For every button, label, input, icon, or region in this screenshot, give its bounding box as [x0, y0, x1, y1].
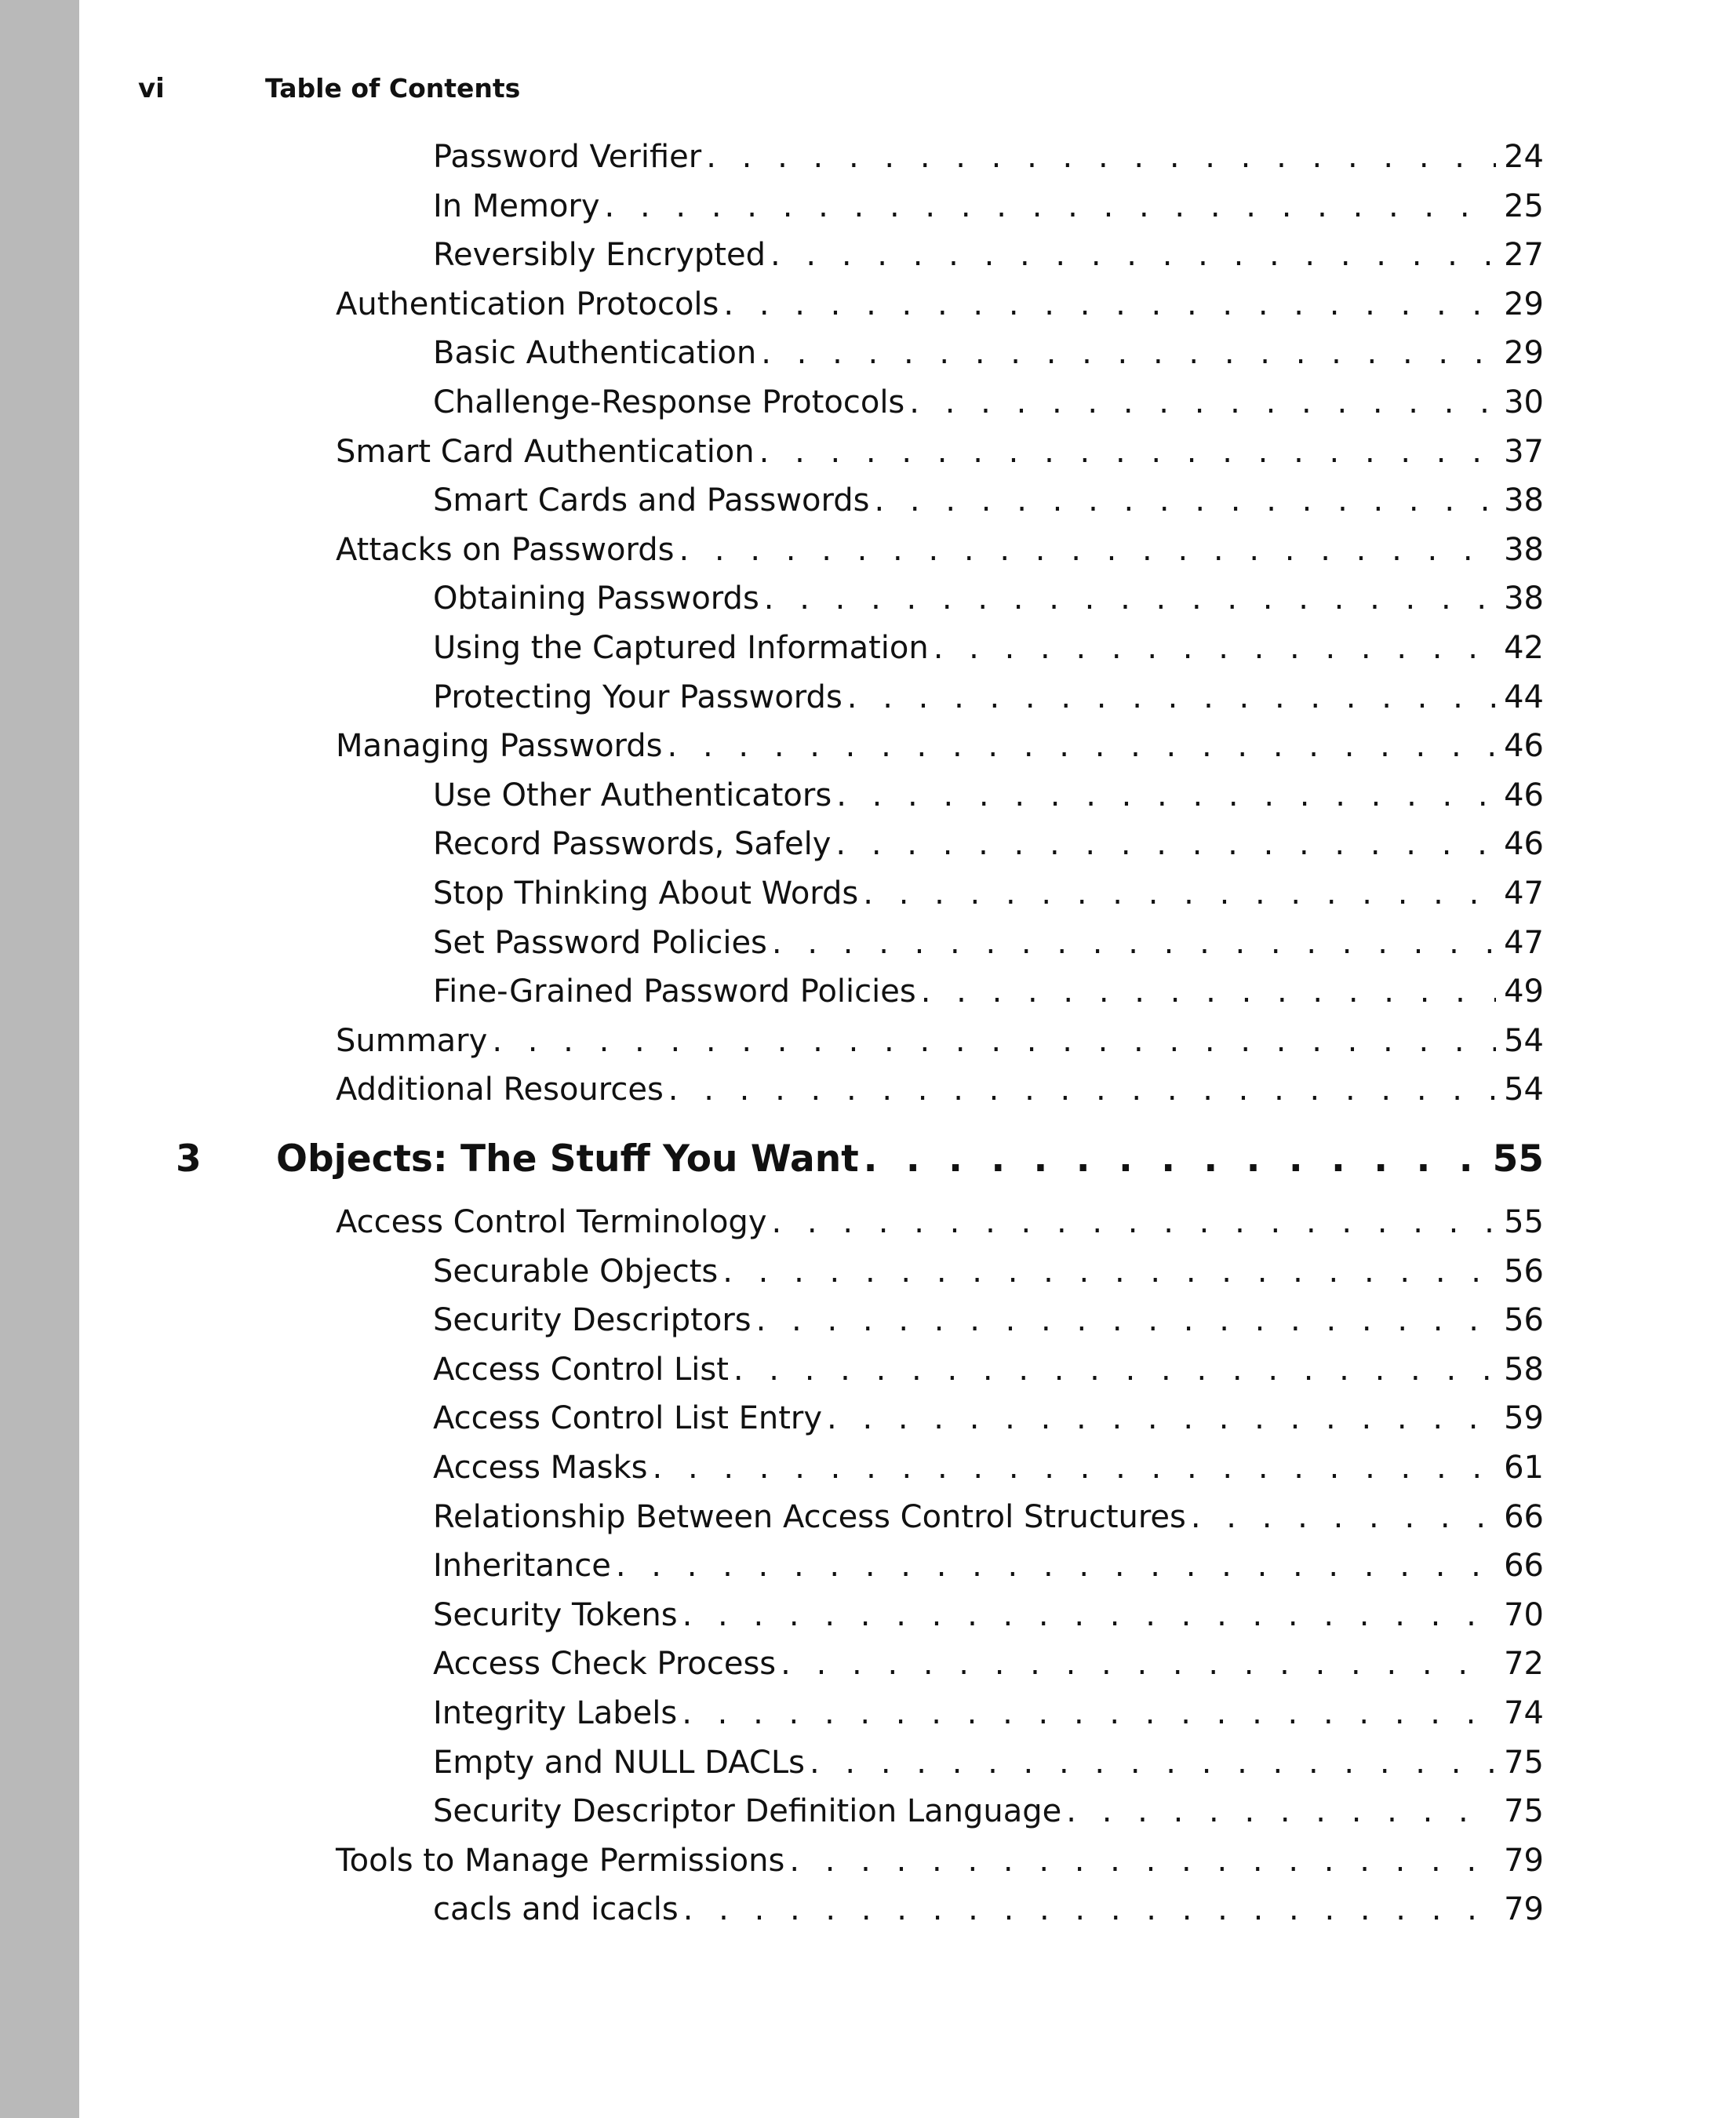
dot-leader — [616, 1544, 1496, 1588]
dot-leader — [864, 1134, 1485, 1185]
toc-entry-title: Reversibly Encrypted — [433, 237, 766, 274]
dot-leader — [781, 1642, 1496, 1686]
dot-leader — [683, 1887, 1496, 1931]
toc-entry-page: 24 — [1504, 139, 1544, 175]
toc-entry[interactable] — [433, 1789, 1544, 1833]
toc-entry-title: Objects: The Stuff You Want — [276, 1137, 859, 1181]
toc-entry-title: Obtaining Passwords — [433, 580, 759, 617]
toc-entry-title: Stop Thinking About Words — [433, 875, 859, 912]
dot-leader — [836, 773, 1496, 817]
toc-entry-title: Relationship Between Access Control Structures — [433, 1498, 1186, 1535]
toc-entry[interactable] — [433, 1396, 1544, 1440]
toc-entry-page: 61 — [1504, 1450, 1544, 1486]
toc-entry[interactable] — [433, 1887, 1544, 1931]
toc-entry[interactable] — [336, 1200, 1544, 1244]
dot-leader — [756, 1298, 1496, 1342]
toc-entry-page: 74 — [1504, 1695, 1544, 1731]
toc-entry[interactable] — [336, 282, 1544, 326]
toc-entry-page: 38 — [1504, 531, 1544, 568]
toc-entry[interactable] — [433, 479, 1544, 522]
dot-leader — [733, 1348, 1496, 1392]
toc-entry-title: Basic Authentication — [433, 335, 757, 372]
toc-entry[interactable] — [433, 1298, 1544, 1342]
toc-entry-title: Access Masks — [433, 1450, 648, 1486]
toc-entry-title: Access Check Process — [433, 1646, 777, 1683]
toc-entry[interactable] — [433, 970, 1544, 1014]
dot-leader — [909, 380, 1496, 424]
toc-entry-page: 46 — [1504, 728, 1544, 765]
dot-leader — [1066, 1789, 1496, 1833]
toc-entry-title: Tools to Manage Permissions — [336, 1842, 785, 1879]
toc-entry[interactable] — [433, 1741, 1544, 1785]
toc-entry[interactable] — [336, 724, 1544, 768]
toc-entry-title: Record Passwords, Safely — [433, 826, 832, 863]
dot-leader — [723, 282, 1496, 326]
toc-entry[interactable] — [433, 1446, 1544, 1490]
toc-entry-page: 29 — [1504, 286, 1544, 322]
dot-leader — [761, 331, 1496, 375]
toc-entry-page: 55 — [1492, 1137, 1544, 1181]
dot-leader — [492, 1019, 1496, 1063]
toc-entry-title: Set Password Policies — [433, 924, 767, 961]
toc-entry-title: Use Other Authenticators — [433, 777, 832, 813]
toc-entry-page: 49 — [1504, 973, 1544, 1010]
toc-entry-title: Additional Resources — [336, 1072, 664, 1108]
toc-entry-title: Summary — [336, 1022, 488, 1059]
page-gutter — [0, 0, 79, 2118]
toc-entry[interactable] — [433, 1691, 1544, 1735]
toc-entry[interactable] — [433, 675, 1544, 719]
toc-entry-title: Security Descriptors — [433, 1302, 752, 1339]
toc-entry-title: Using the Captured Information — [433, 630, 929, 666]
toc-entry-page: 66 — [1504, 1498, 1544, 1535]
toc-entry-page: 37 — [1504, 433, 1544, 470]
toc-entry-page: 55 — [1504, 1204, 1544, 1240]
dot-leader — [759, 430, 1496, 474]
toc-entry[interactable] — [433, 380, 1544, 424]
toc-entry-page: 75 — [1504, 1744, 1544, 1781]
toc-entry-page: 25 — [1504, 187, 1544, 224]
toc-entry[interactable] — [433, 1593, 1544, 1637]
toc-entry-page: 54 — [1504, 1022, 1544, 1059]
toc-entry-title: Securable Objects — [433, 1253, 719, 1290]
toc-entry-title: cacls and icacls — [433, 1891, 679, 1928]
dot-leader — [706, 135, 1496, 179]
toc-entry[interactable] — [433, 233, 1544, 277]
toc-entry[interactable] — [433, 577, 1544, 620]
toc-entry-page: 79 — [1504, 1891, 1544, 1928]
dot-leader — [1191, 1495, 1496, 1539]
dot-leader — [653, 1446, 1497, 1490]
toc-entry-title: Security Descriptor Definition Language — [433, 1793, 1062, 1830]
toc-entry-title: Smart Cards and Passwords — [433, 482, 870, 519]
dot-leader — [722, 1250, 1496, 1294]
dot-leader — [847, 675, 1496, 719]
toc-entry-page: 38 — [1504, 580, 1544, 617]
dot-leader — [934, 626, 1496, 670]
toc-chapter-entry[interactable] — [176, 1134, 1544, 1185]
toc-entry-page: 44 — [1504, 679, 1544, 715]
toc-entry-title: Challenge-Response Protocols — [433, 384, 905, 420]
toc-entry-page: 75 — [1504, 1793, 1544, 1830]
dot-leader — [772, 921, 1496, 965]
toc-entry-title: Fine-Grained Password Policies — [433, 973, 916, 1010]
toc-entry-title: Security Tokens — [433, 1596, 678, 1633]
toc-entry-page: 59 — [1504, 1400, 1544, 1437]
toc-entry-page: 47 — [1504, 924, 1544, 961]
toc-entry-title: Access Control Terminology — [336, 1204, 767, 1240]
toc-entry[interactable] — [433, 1642, 1544, 1686]
toc-entry[interactable] — [433, 1544, 1544, 1588]
dot-leader — [682, 1691, 1496, 1735]
toc-entry-title: Access Control List Entry — [433, 1400, 823, 1437]
toc-entry-page: 66 — [1504, 1548, 1544, 1585]
toc-entry-page: 70 — [1504, 1596, 1544, 1633]
toc-entry-page: 46 — [1504, 826, 1544, 863]
toc-entry-page: 58 — [1504, 1351, 1544, 1388]
toc-entry-page: 56 — [1504, 1253, 1544, 1290]
toc-entry-page: 47 — [1504, 875, 1544, 912]
toc-entry[interactable] — [433, 773, 1544, 817]
dot-leader — [921, 970, 1496, 1014]
running-title: Table of Contents — [265, 73, 521, 104]
toc-entry-page: 72 — [1504, 1646, 1544, 1683]
toc-entry[interactable] — [433, 184, 1544, 228]
chapter-number: 3 — [176, 1137, 202, 1181]
toc-entry-title: Integrity Labels — [433, 1695, 678, 1731]
dot-leader — [874, 479, 1496, 522]
toc-entry[interactable] — [336, 430, 1544, 474]
dot-leader — [668, 1068, 1496, 1112]
dot-leader — [810, 1741, 1496, 1785]
toc-entry[interactable] — [433, 921, 1544, 965]
toc-entry-title: Empty and NULL DACLs — [433, 1744, 805, 1781]
toc-entry-title: Access Control List — [433, 1351, 729, 1388]
toc-entry[interactable] — [336, 1019, 1544, 1063]
toc-entry-page: 29 — [1504, 335, 1544, 372]
toc-entry-page: 54 — [1504, 1072, 1544, 1108]
toc-entry[interactable] — [433, 1250, 1544, 1294]
toc-entry-page: 46 — [1504, 777, 1544, 813]
toc-entry[interactable] — [433, 1495, 1544, 1539]
running-head — [0, 69, 1736, 108]
toc-entry[interactable] — [433, 872, 1544, 915]
toc-entry[interactable] — [433, 822, 1544, 866]
toc-entry-title: In Memory — [433, 187, 600, 224]
toc-entry[interactable] — [433, 1348, 1544, 1392]
toc-entry-title: Protecting Your Passwords — [433, 679, 843, 715]
dot-leader — [827, 1396, 1496, 1440]
toc-entry-page: 27 — [1504, 237, 1544, 274]
toc-entry[interactable] — [336, 528, 1544, 572]
toc-entry-page: 30 — [1504, 384, 1544, 420]
toc-entry[interactable] — [433, 135, 1544, 179]
toc-entry-title: Inheritance — [433, 1548, 611, 1585]
toc-entry-page: 38 — [1504, 482, 1544, 519]
page-number: vi — [138, 73, 165, 104]
dot-leader — [835, 822, 1496, 866]
toc-entry-title: Authentication Protocols — [336, 286, 719, 322]
toc-entry-title: Smart Card Authentication — [336, 433, 755, 470]
toc-entry-title: Password Verifier — [433, 139, 702, 175]
dot-leader — [770, 233, 1496, 277]
dot-leader — [605, 184, 1497, 228]
toc-entry-title: Managing Passwords — [336, 728, 663, 765]
toc-entry-page: 42 — [1504, 630, 1544, 666]
toc-entry-page: 79 — [1504, 1842, 1544, 1879]
toc-entry[interactable] — [336, 1839, 1544, 1883]
dot-leader — [863, 872, 1496, 915]
toc-entry[interactable] — [433, 331, 1544, 375]
toc-entry[interactable] — [433, 626, 1544, 670]
dot-leader — [682, 1593, 1496, 1637]
toc-entry-page: 56 — [1504, 1302, 1544, 1339]
toc-entry[interactable] — [336, 1068, 1544, 1112]
dot-leader — [764, 577, 1496, 620]
dot-leader — [679, 528, 1496, 572]
dot-leader — [772, 1200, 1497, 1244]
dot-leader — [668, 724, 1497, 768]
dot-leader — [789, 1839, 1496, 1883]
toc-entry-title: Attacks on Passwords — [336, 531, 675, 568]
